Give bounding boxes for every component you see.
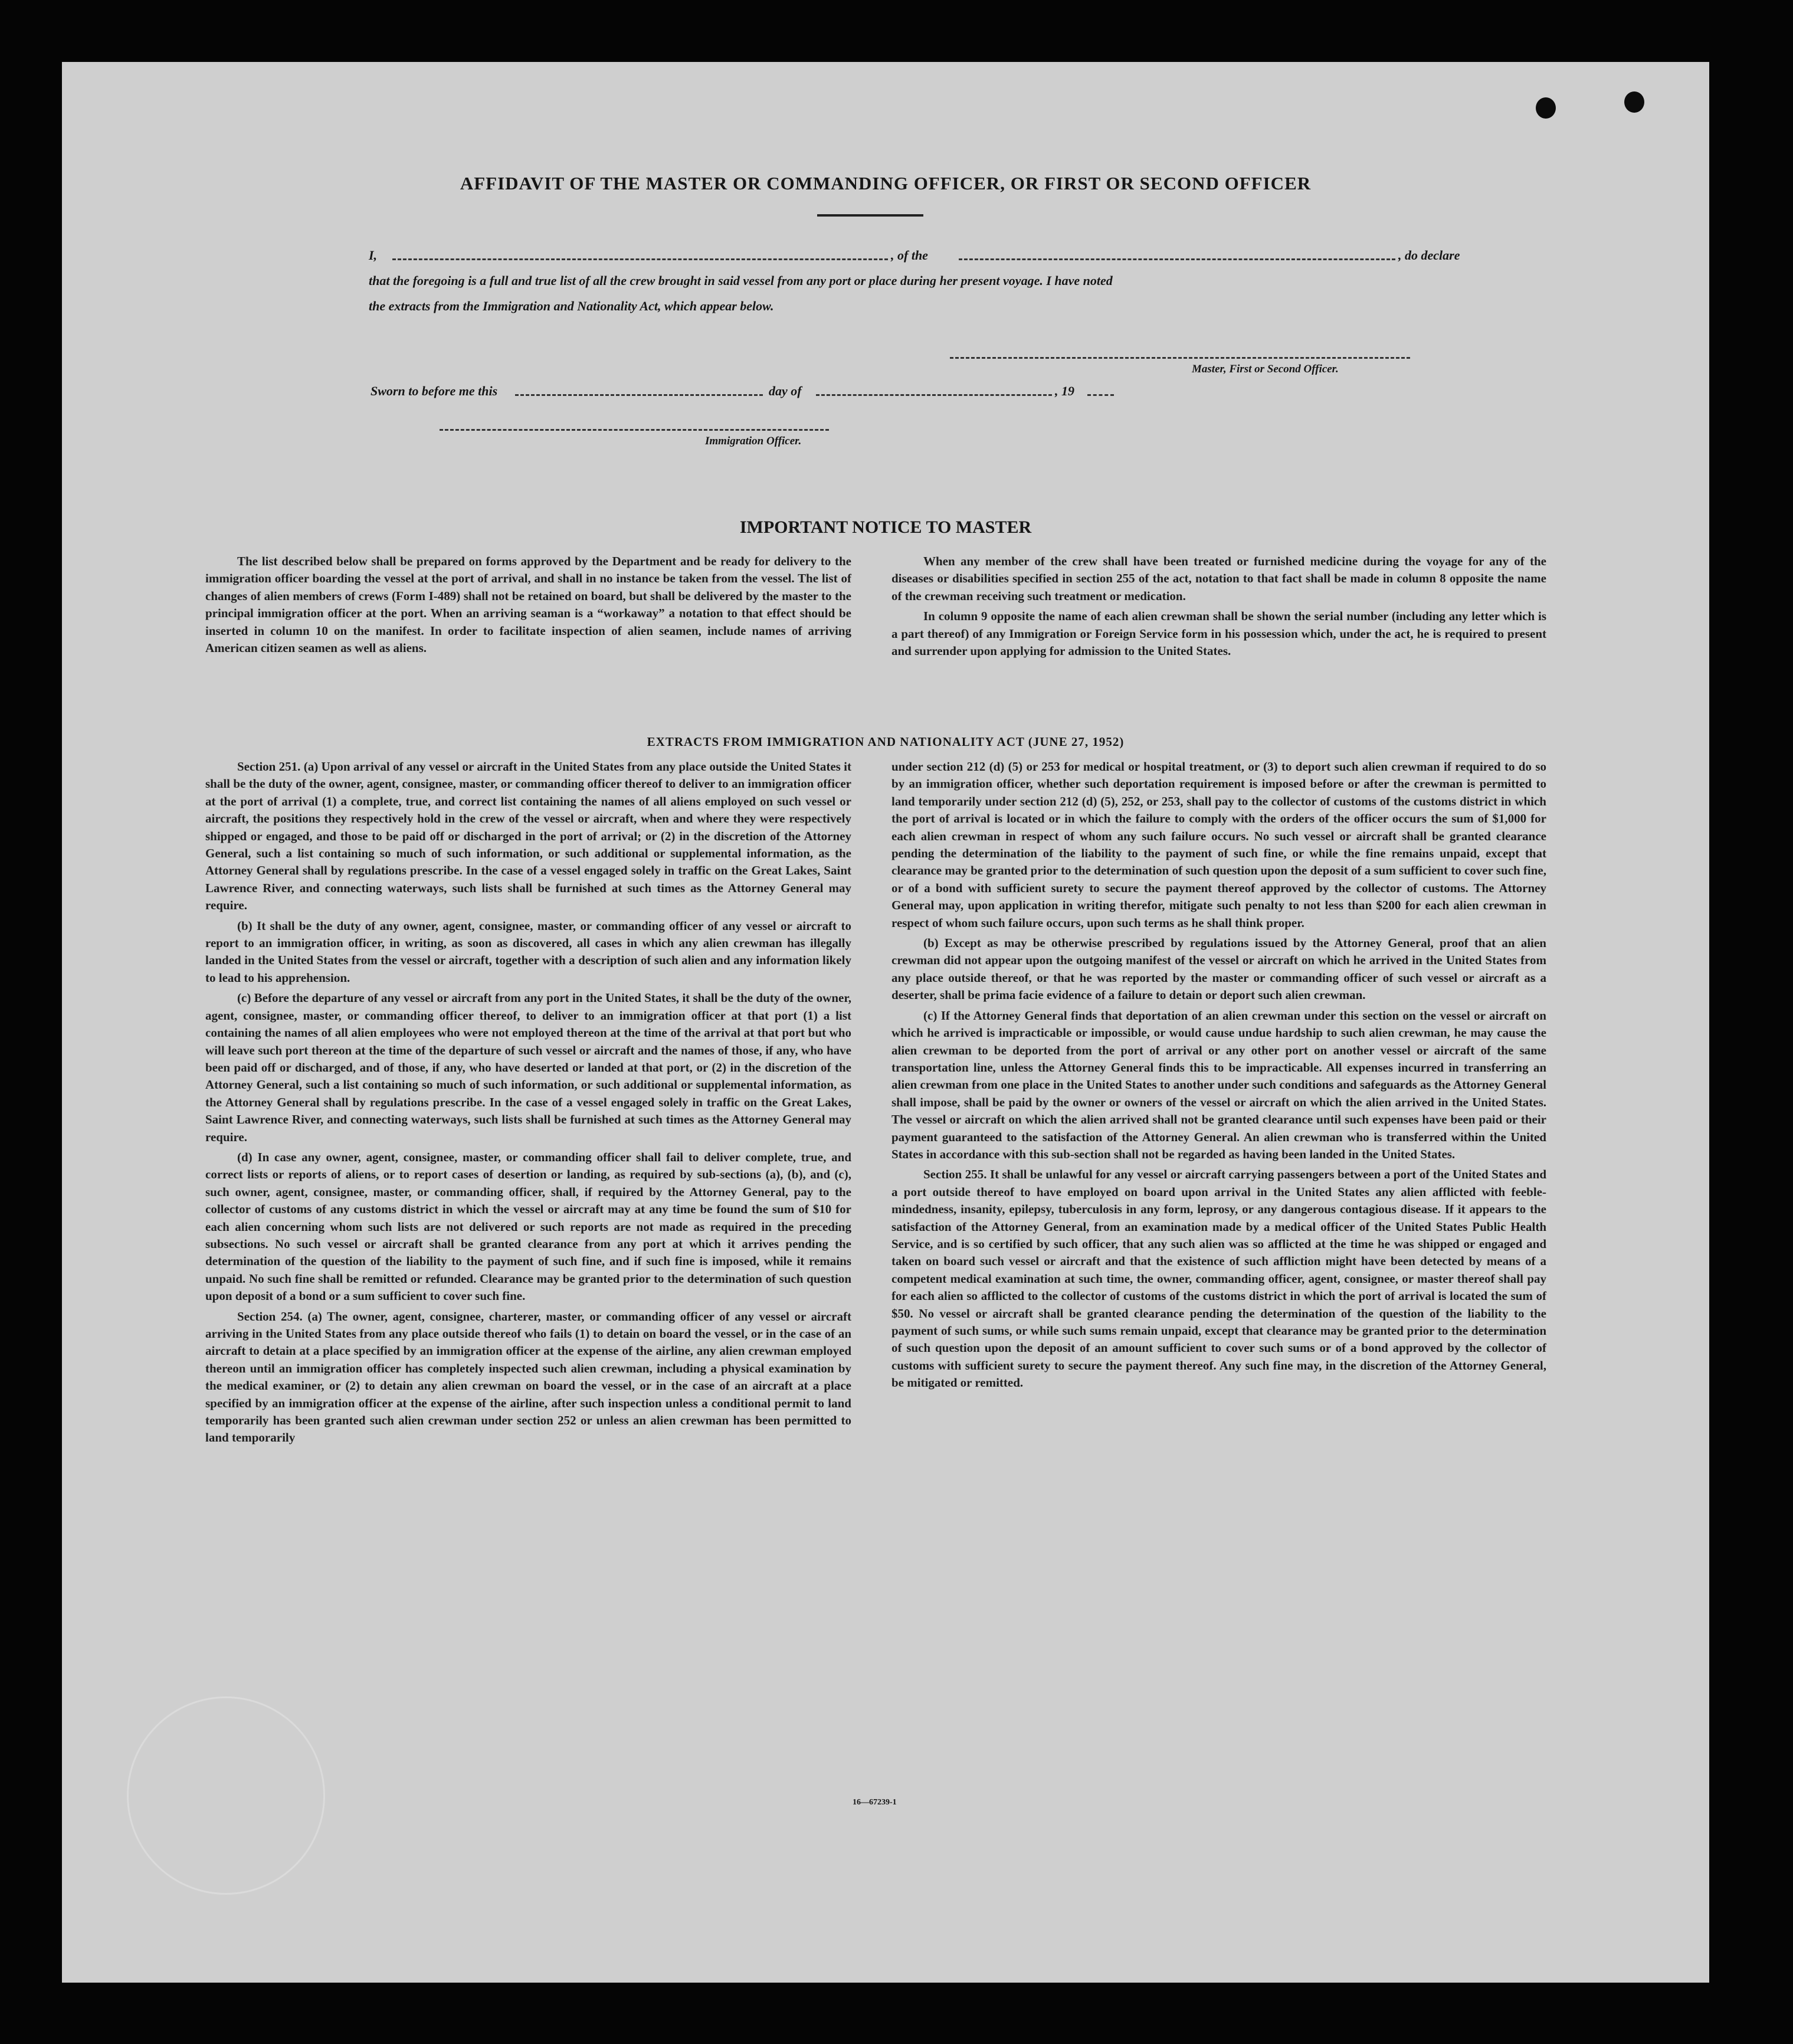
affidavit-line-2: that the foregoing is a full and true list of all the crew brought in said vessel from any port or place during her present voyage. I have noted bbox=[369, 273, 1113, 288]
immigration-officer-blank[interactable] bbox=[440, 429, 829, 431]
vessel-blank[interactable] bbox=[959, 258, 1395, 260]
title-underline bbox=[817, 214, 923, 217]
punch-hole bbox=[1624, 91, 1644, 113]
document-page bbox=[62, 62, 1709, 1983]
affidavit-title: AFFIDAVIT OF THE MASTER OR COMMANDING OFFICER, OR FIRST OR SECOND OFFICER bbox=[460, 173, 1312, 194]
immigration-officer-label: Immigration Officer. bbox=[705, 435, 802, 447]
affidavit-of-the-label: , of the bbox=[891, 248, 928, 263]
section-254-a-continued: under section 212 (d) (5) or 253 for medical or hospital treatment, or (3) to deport such alien crewman if required to do so by an immigration officer, whether such deportation requirement is imposed before or after the crewman is permitted to land temporarily under section 212 (d) (5), 252, or 253, shall pay to the collector of customs of the customs district in which the port of arrival is located or in which the failure to comply with the orders of the officer occurs the sum of $1,000 for each alien crewman in respect of whom any such failure occurs. No such vessel or aircraft shall be granted clearance pending the determination of the liability to the payment of such fine, or while the fine remains unpaid, except that clearance may be granted prior to the determination of such question upon the deposit of a sum sufficient to cover such fine, or of a bond with sufficient surety to secure the payment thereof approved by the collector of customs. The Attorney General may, upon application in writing therefor, mitigate such penalty to not less than $200 for each alien crewman in respect of whom such failure occurs, upon such terms as he shall think proper. bbox=[891, 759, 1546, 930]
notice-title: IMPORTANT NOTICE TO MASTER bbox=[739, 517, 1032, 537]
notice-right-column bbox=[891, 553, 1546, 663]
section-254-a: Section 254. (a) The owner, agent, consignee, charterer, master, or commanding officer of any vessel or aircraft arriving in the United States from any place outside thereof who fails (1) to detain on board the vessel, or in the case of an aircraft to detain at a place specified by an immigration officer at the expense of the airline, any alien crewman employed thereon until an immigration officer has completely inspected such alien crewman, including a physical examination by the medical examiner, or (2) to detain any alien crewman on board the vessel, or in the case of an aircraft at a place specified by an immigration officer at the expense of the airline, after such inspection unless a conditional permit to land temporarily has been granted such alien crewman under section 252 or unless an alien crewman has been permitted to land temporarily bbox=[205, 1309, 851, 1445]
extracts-right-column bbox=[891, 758, 1546, 1395]
sworn-line bbox=[371, 384, 1197, 401]
sworn-year-blank[interactable] bbox=[1087, 394, 1114, 396]
master-signature-blank[interactable] bbox=[950, 357, 1410, 359]
section-254-c: (c) If the Attorney General finds that deportation of an alien crewman under this section on the vessel or aircraft on which he arrived is impracticable or impossible, or would cause undue hardship to such alien crewman, he may cause the alien crewman to be deported from the port of arrival or any other port on another vessel or aircraft of the same transportation line, unless the Attorney General finds this to be impracticable. All expenses incurred in transferring an alien crewman from one place in the United States to another under such conditions and safeguards as the Attorney General shall impose, shall be paid by the owner or owners of the vessel or aircraft on which the alien arrived in the United States. The vessel or aircraft on which the alien arrived shall not be granted clearance until such expenses have been paid or their payment guaranteed to the satisfaction of the Attorney General. An alien crewman who is transferred within the United States in accordance with this sub-section shall not be regarded as having been landed in the United States. bbox=[891, 1008, 1546, 1161]
notice-left-column bbox=[205, 553, 851, 660]
sworn-month-blank[interactable] bbox=[816, 394, 1052, 396]
extracts-left-column bbox=[205, 758, 851, 1450]
section-251-d: (d) In case any owner, agent, consignee, master, or commanding officer shall fail to deliver complete, true, and correct lists or reports of aliens, or to report cases of desertion or landing, as required by sub-sections (a), (b), and (c), such owner, agent, consignee, master, or commanding officer, shall, if required by the Attorney General, pay to the collector of customs of any customs district in which the vessel or aircraft may at any time be found the sum of $10 for each alien concerning whom such lists are not delivered or such reports are not made as required in the preceding subsections. No such vessel or aircraft shall be granted clearance from any port at which it arrives pending the determination of the question of the liability to the payment of such fine, and if such fine is imposed, while it remains unpaid. No such fine shall be remitted or refunded. Clearance may be granted prior to the determination of such question upon deposit of a bond or a sum sufficient to cover such fine. bbox=[205, 1149, 851, 1303]
punch-hole bbox=[1536, 97, 1556, 119]
section-251-b: (b) It shall be the duty of any owner, agent, consignee, master, or commanding officer of any vessel or aircraft to report to an immigration officer, in writing, as soon as discovered, all cases in which any alien crewman has illegally landed in the United States from the vessel or aircraft, together with a description of such alien and any information likely to lead to his apprehension. bbox=[205, 918, 851, 985]
affidavit-i-label: I, bbox=[369, 248, 378, 263]
day-of-label: day of bbox=[769, 384, 802, 398]
affidavit-declare-label: , do declare bbox=[1398, 248, 1460, 263]
section-255: Section 255. It shall be unlawful for any vessel or aircraft carrying passengers between a port of the United States and a port outside thereof to have employed on board upon arrival in the United States any alien afflicted with feeble-mindedness, insanity, epilepsy, tuberculosis in any form, leprosy, or any dangerous contagious disease. If it appears to the satisfaction of the Attorney General, from an examination made by a medical officer of the United States Public Health Service, and is so certified by such officer, that any such alien was so afflicted at the time he was shipped or engaged and taken on board such vessel or aircraft and that the existence of such affliction might have been detected by means of a competent medical examination at such time, the owner, commanding officer, agent, consignee, or master thereof shall pay for each alien so afflicted to the collector of customs of the customs district in which the port of arrival is located the sum of $50. No vessel or aircraft shall be granted clearance pending the determination of the question of the liability to the payment of such sums, or while such sums remain unpaid, except that clearance may be granted prior to the determination of such question upon the deposit of an amount sufficient to cover such sums or of a bond approved by the collector of customs with sufficient surety to secure the payment thereof. Any such fine may, in the discretion of the Attorney General, be mitigated or remitted. bbox=[891, 1167, 1546, 1390]
year-prefix-label: , 19 bbox=[1055, 384, 1074, 398]
master-signature-label: Master, First or Second Officer. bbox=[1192, 363, 1339, 375]
section-254-b: (b) Except as may be otherwise prescribed by regulations issued by the Attorney General, proof that an alien crewman did not appear upon the outgoing manifest of the vessel or aircraft on which he arrived in the United States from any place outside thereof, or that he was reported by the master or commanding officer of such vessel or aircraft as a deserter, shall be prima facie evidence of a failure to detain or deport such alien crewman. bbox=[891, 936, 1546, 1003]
embossed-seal bbox=[127, 1696, 325, 1895]
affidavit-line-3: the extracts from the Immigration and Nationality Act, which appear below. bbox=[369, 299, 774, 313]
section-251-a: Section 251. (a) Upon arrival of any vessel or aircraft in the United States from any place outside the United States it shall be the duty of the owner, agent, consignee, master, or commanding officer thereof to deliver to an immigration officer at the port of arrival (1) a complete, true, and correct list containing the names of all aliens employed on such vessel or aircraft, the positions they respectively hold in the crew of the vessel or aircraft, when and where they were respectively shipped or engaged, and those to be paid off or discharged in the port of arrival; or (2) in the discretion of the Attorney General, such a list containing so much of such information, or such additional or supplemental information, as the Attorney General shall by regulations prescribe. In the case of a vessel engaged solely in traffic on the Great Lakes, Saint Lawrence River, and connecting waterways, such lists shall be furnished at such times as the Attorney General may require. bbox=[205, 759, 851, 913]
name-blank[interactable] bbox=[392, 258, 888, 260]
sworn-label: Sworn to before me this bbox=[371, 384, 498, 398]
affidavit-line-1 bbox=[369, 248, 1490, 266]
extracts-title: EXTRACTS FROM IMMIGRATION AND NATIONALITY ACT (JUNE 27, 1952) bbox=[647, 735, 1125, 749]
notice-right-paragraph-2: In column 9 opposite the name of each alien crewman shall be shown the serial number (including any letter which is a part thereof) of any Immigration or Foreign Service form in his possession which, under the act, he is required to present and surrender upon applying for admission to the United States. bbox=[891, 609, 1546, 659]
notice-right-paragraph-1: When any member of the crew shall have been treated or furnished medicine during the voyage for any of the diseases or disabilities specified in section 255 of the act, notation to that fact shall be made in column 8 opposite the name of the crewman receiving such treatment or medication. bbox=[891, 554, 1546, 603]
notice-left-paragraph: The list described below shall be prepared on forms approved by the Department and be ready for delivery to the immigration officer boarding the vessel at the port of arrival, and shall in no instance be taken from the vessel. The list of changes of alien members of crews (Form I-489) shall not be retained on board, but shall be delivered by the master to the principal immigration officer at the port. When an arriving seaman is a “workaway” a notation to that effect should be inserted in column 10 on the manifest. In order to facilitate inspection of alien seamen, include names of arriving American citizen seamen as well as aliens. bbox=[205, 554, 851, 656]
form-code: 16—67239-1 bbox=[853, 1798, 897, 1807]
section-251-c: (c) Before the departure of any vessel or aircraft from any port in the United States, it shall be the duty of the owner, agent, consignee, master, or commanding officer thereof, to deliver to an immigration officer at that port (1) a list containing the names of all alien employees who were not employed thereon at the time of the arrival at that port but who will leave such port thereon at the time of the departure of such vessel or aircraft and the names of those, if any, who have been paid off or discharged, and of those, if any, who have deserted or landed at that port, or (2) in the discretion of the Attorney General, such a list containing so much of such information, or such additional or supplemental information, as the Attorney General shall by regulations prescribe. In the case of a vessel engaged solely in traffic on the Great Lakes, Saint Lawrence River, and connecting waterways, such lists shall be furnished at such times as the Attorney General may require. bbox=[205, 991, 851, 1144]
sworn-day-blank[interactable] bbox=[515, 394, 763, 396]
